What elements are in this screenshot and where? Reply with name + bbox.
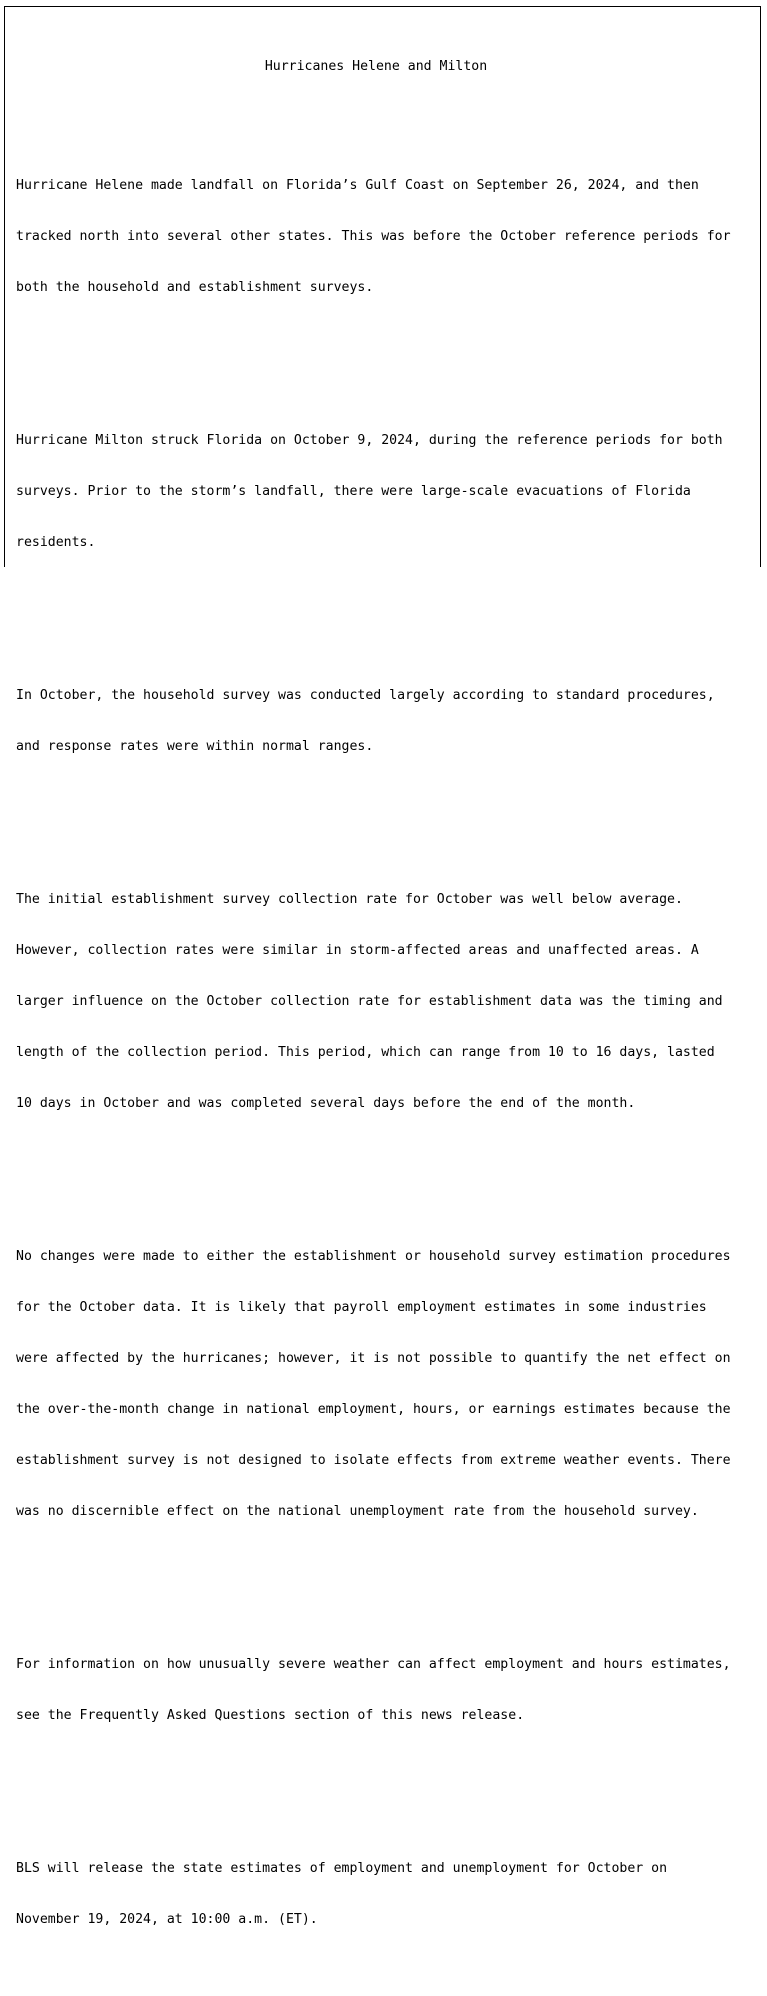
text-line: and response rates were within normal ranges. [16,739,374,754]
document-title: Hurricanes Helene and Milton [264,59,488,74]
text-line: length of the collection period. This period, which can range from 10 to 16 days, lasted [16,1045,715,1060]
top-border-rule [4,6,761,7]
paragraph-establishment-collection [16,857,756,1146]
text-line: residents. [16,535,96,550]
text-line: were affected by the hurricanes; however, it is not possible to quantify the net effect on [16,1351,731,1366]
paragraph-household-survey [16,653,756,789]
text-line: larger influence on the October collection rate for establishment data was the timing and [16,994,723,1009]
text-line: No changes were made to either the establishment or household survey estimation procedures [16,1249,731,1264]
text-line: see the Frequently Asked Questions section of this news release. [16,1708,525,1723]
text-line: establishment survey is not designed to isolate effects from extreme weather events. There [16,1453,731,1468]
text-line: In October, the household survey was conducted largely according to standard procedures, [16,688,715,703]
paragraph-helene [16,143,756,330]
text-line: The initial establishment survey collection rate for October was well below average. [16,892,683,907]
paragraph-faq-reference [16,1622,756,1758]
text-line: For information on how unusually severe weather can affect employment and hours estimates, [16,1657,731,1672]
text-line: Hurricane Helene made landfall on Florida’s Gulf Coast on September 26, 2024, and then [16,178,699,193]
text-line: tracked north into several other states. This was before the October reference periods for [16,229,731,244]
left-border-rule [4,7,5,567]
text-line: 10 days in October and was completed several days before the end of the month. [16,1096,636,1111]
paragraph-estimation-procedures [16,1214,756,1554]
text-line: surveys. Prior to the storm’s landfall, there were large-scale evacuations of Florida [16,484,691,499]
text-line: BLS will release the state estimates of employment and unemployment for October on [16,1861,668,1876]
document-body [16,24,756,1996]
text-line: November 19, 2024, at 10:00 a.m. (ET). [16,1912,318,1927]
text-line: was no discernible effect on the national unemployment rate from the household survey. [16,1504,699,1519]
text-line: Hurricane Milton struck Florida on October 9, 2024, during the reference periods for both [16,433,723,448]
paragraph-milton [16,398,756,585]
text-line: the over-the-month change in national employment, hours, or earnings estimates because the [16,1402,731,1417]
text-line: However, collection rates were similar in storm-affected areas and unaffected areas. A [16,943,699,958]
text-line: both the household and establishment surveys. [16,280,374,295]
text-line: for the October data. It is likely that payroll employment estimates in some industries [16,1300,707,1315]
paragraph-release-date [16,1826,756,1962]
right-border-rule [760,7,761,567]
